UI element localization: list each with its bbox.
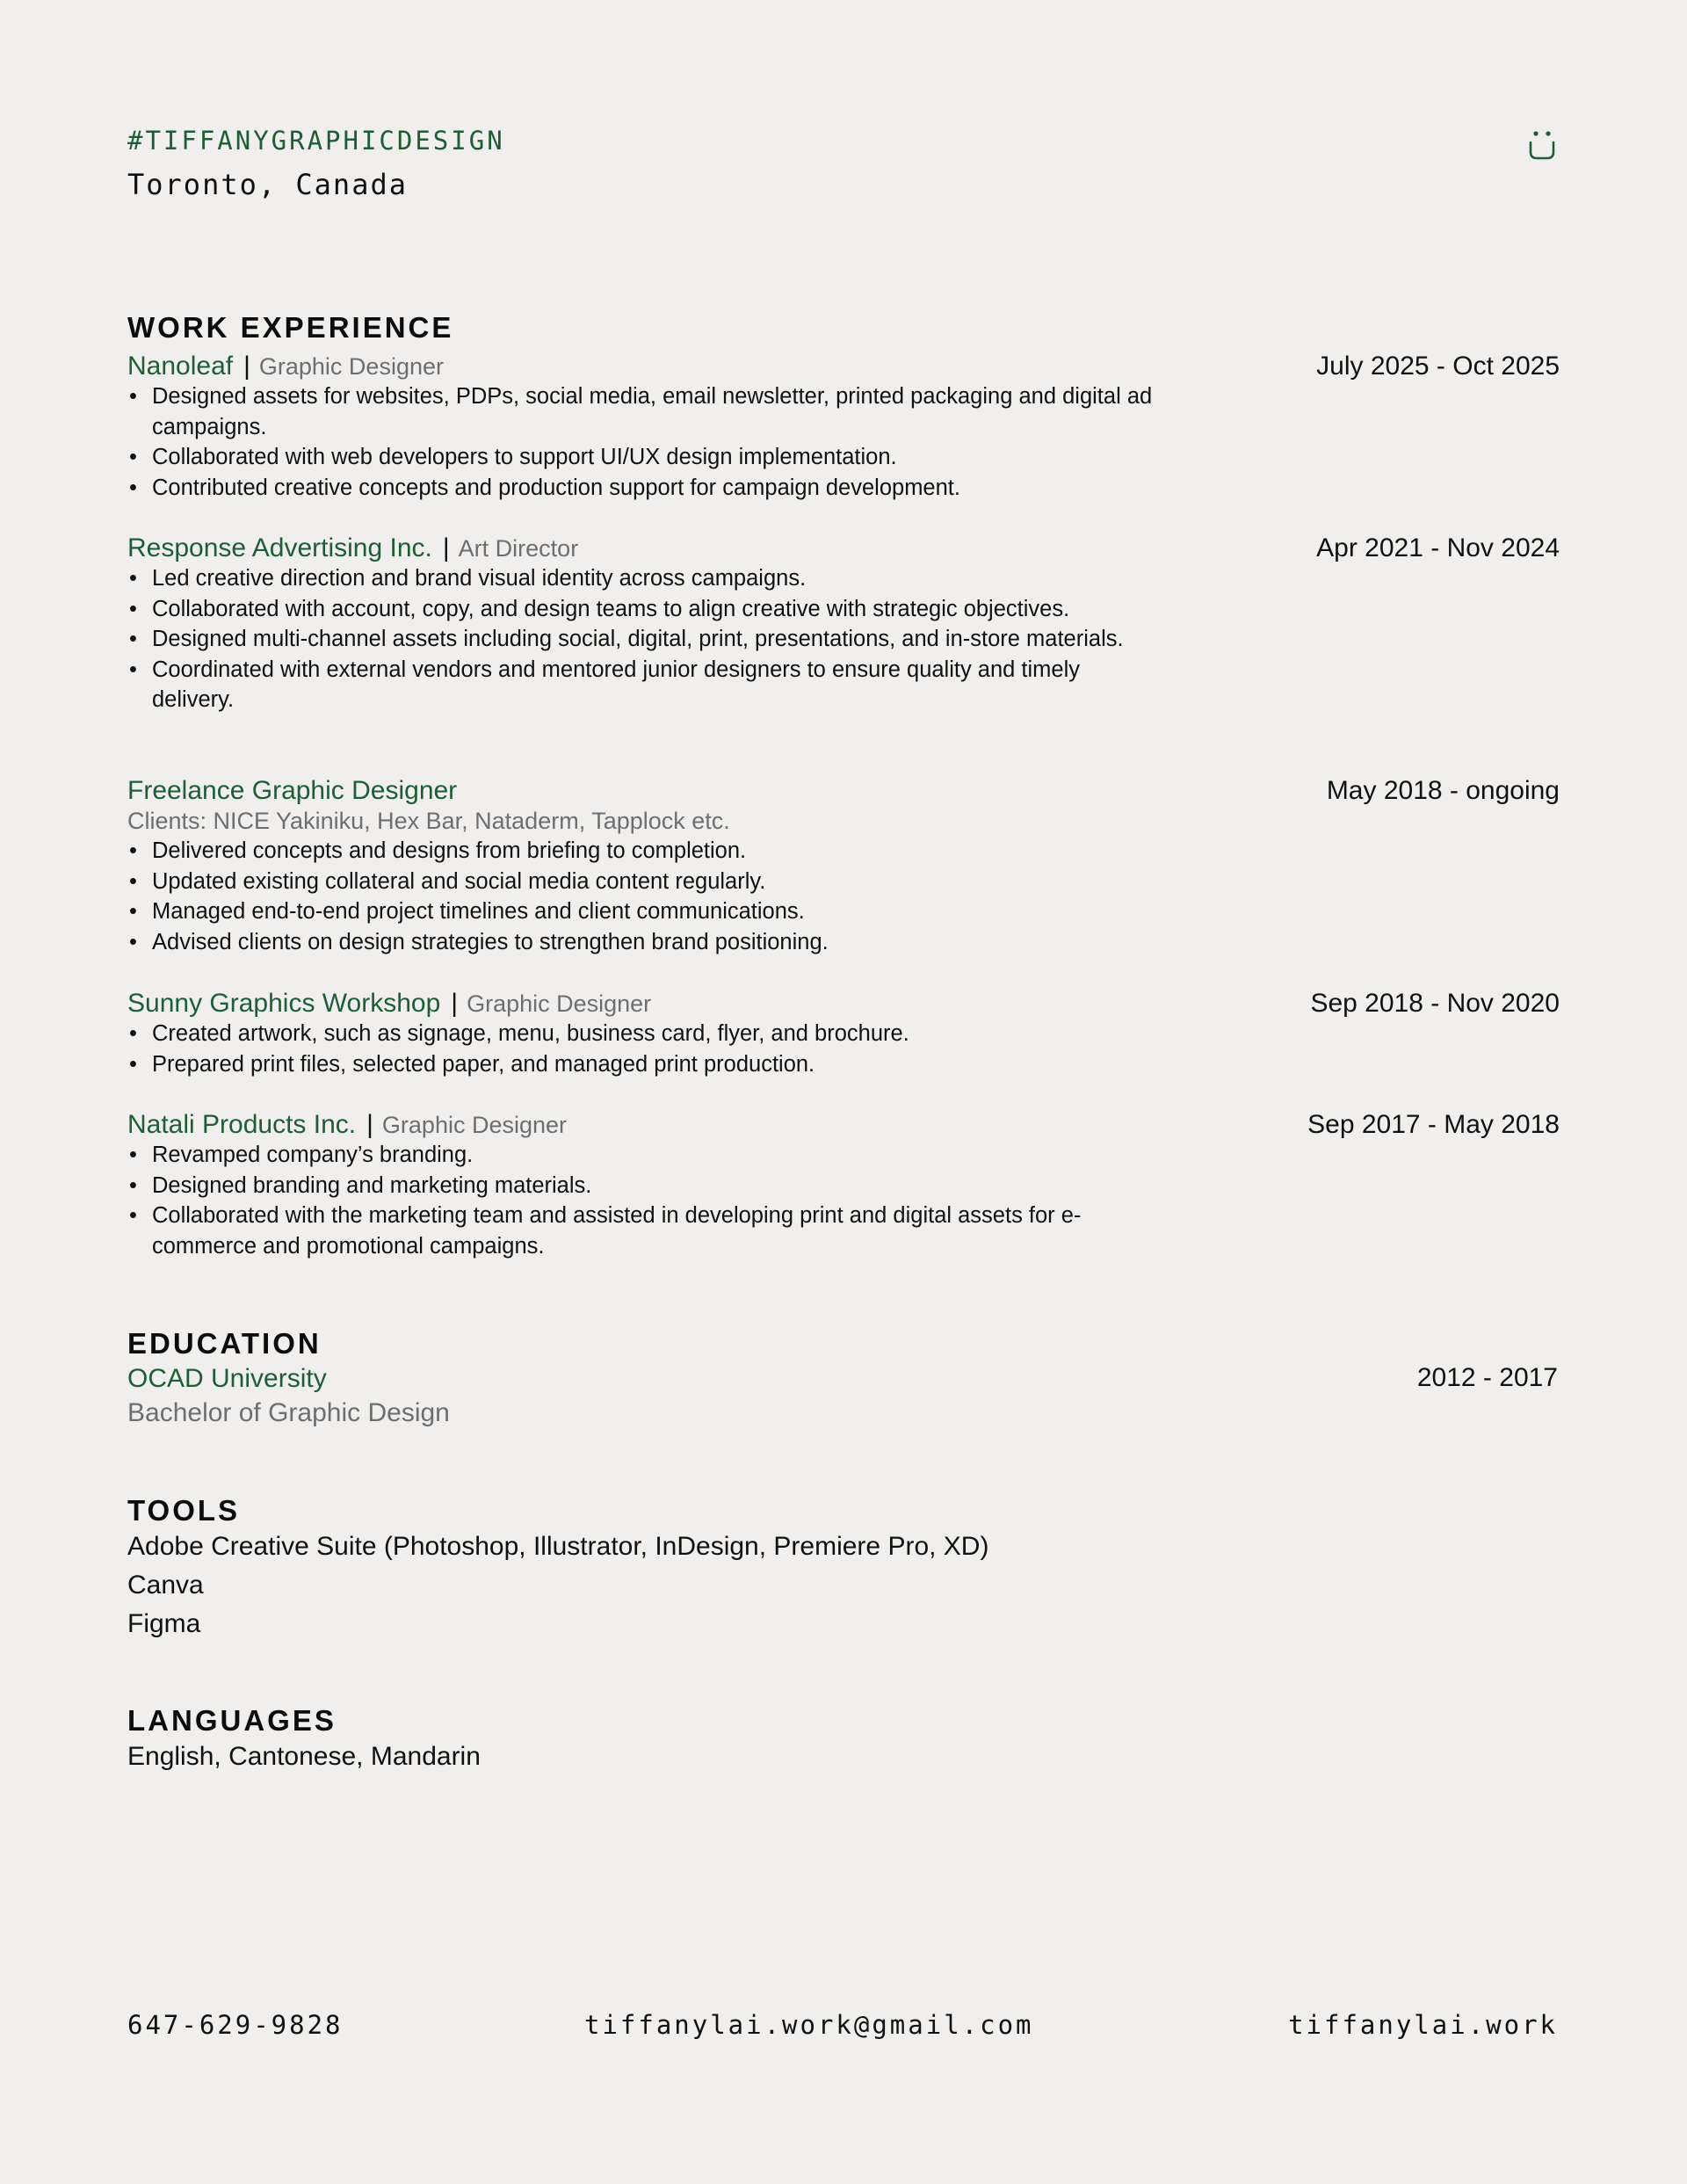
languages-heading: LANGUAGES <box>127 1704 337 1737</box>
bullet-item: • Created artwork, such as signage, menu, business card, flyer, and brochure. <box>127 1019 1155 1049</box>
job-header <box>127 989 1560 1019</box>
work-experience-heading: WORK EXPERIENCE <box>127 311 454 344</box>
company-name: Nanoleaf <box>127 352 234 381</box>
job-title-line <box>127 533 578 563</box>
separator: | <box>451 989 459 1018</box>
job-bullets <box>127 563 1155 715</box>
brand-handle: #TIFFANYGRAPHICDESIGN <box>127 126 505 156</box>
education-heading: EDUCATION <box>127 1327 322 1360</box>
job-entry-sunny-graphics <box>127 989 1560 1079</box>
languages-value: English, Cantonese, Mandarin <box>127 1742 481 1771</box>
job-role: Graphic Designer <box>467 990 652 1017</box>
job-title-line <box>127 352 444 381</box>
separator: | <box>442 533 450 562</box>
tools-list <box>127 1527 988 1643</box>
job-bullets <box>127 836 1155 957</box>
company-name: Response Advertising Inc. <box>127 533 432 562</box>
bullet-item: • Advised clients on design strategies to strengthen brand positioning. <box>127 927 1155 958</box>
bullet-item: • Designed assets for websites, PDPs, social media, email newsletter, printed packaging and digital ad campaigns. <box>127 381 1155 442</box>
tool-item: Figma <box>127 1609 201 1638</box>
job-entry-response-advertising <box>127 533 1560 715</box>
footer-website[interactable]: tiffanylai.work <box>1288 2010 1558 2040</box>
bullet-item: • Revamped company’s branding. <box>127 1140 1155 1171</box>
job-bullets <box>127 1140 1155 1261</box>
job-entry-nanoleaf <box>127 352 1560 503</box>
languages-list <box>127 1738 481 1776</box>
bullet-item: • Led creative direction and brand visual identity across campaigns. <box>127 563 1155 594</box>
bullet-item: • Updated existing collateral and social media content regularly. <box>127 867 1155 897</box>
job-role: Graphic Designer <box>381 1112 568 1138</box>
job-title-line <box>127 989 651 1019</box>
job-header <box>127 1110 1560 1140</box>
job-entry-freelance <box>127 776 1560 957</box>
job-header <box>127 533 1560 563</box>
bullet-item: • Delivered concepts and designs from briefing to completion. <box>127 836 1155 867</box>
bullet-item: • Designed branding and marketing materials. <box>127 1171 1155 1201</box>
tool-item: Adobe Creative Suite (Photoshop, Illustrator, InDesign, Premiere Pro, XD) <box>127 1532 989 1561</box>
company-name: Sunny Graphics Workshop <box>127 989 441 1018</box>
job-header <box>127 776 1560 806</box>
job-role: Art Director <box>458 535 579 562</box>
bullet-item: • Collaborated with account, copy, and design teams to align creative with strategic objectives. <box>127 594 1155 625</box>
job-header <box>127 352 1560 381</box>
footer-phone[interactable]: 647-629-9828 <box>127 2010 344 2040</box>
education-school: OCAD University <box>127 1364 327 1393</box>
bullet-item: • Managed end-to-end project timelines and client communications. <box>127 896 1155 927</box>
job-dates: Sep 2018 - Nov 2020 <box>1310 989 1560 1018</box>
tool-item: Canva <box>127 1571 204 1600</box>
clients-list: Clients: NICE Yakiniku, Hex Bar, Nataderm, Tapplock etc. <box>127 808 730 834</box>
company-name: Natali Products Inc. <box>127 1110 357 1139</box>
company-name: Freelance Graphic Designer <box>127 776 458 805</box>
bullet-item: • Prepared print files, selected paper, and managed print production. <box>127 1049 1155 1080</box>
smiley-face-icon <box>1527 129 1557 161</box>
location: Toronto, Canada <box>127 168 408 201</box>
education-degree: Bachelor of Graphic Design <box>127 1398 450 1427</box>
bullet-item: • Contributed creative concepts and production support for campaign development. <box>127 473 1155 504</box>
tools-heading: TOOLS <box>127 1494 241 1527</box>
job-bullets <box>127 1019 1155 1079</box>
job-title-line <box>127 1110 567 1140</box>
bullet-item: • Collaborated with web developers to support UI/UX design implementation. <box>127 442 1155 473</box>
footer-email[interactable]: tiffanylai.work@gmail.com <box>584 2010 1034 2040</box>
education-dates: 2012 - 2017 <box>1416 1363 1558 1392</box>
job-entry-natali-products <box>127 1110 1560 1261</box>
job-bullets <box>127 381 1155 503</box>
job-title-line <box>127 776 457 806</box>
job-dates: Apr 2021 - Nov 2024 <box>1316 533 1560 562</box>
bullet-item: • Designed multi-channel assets including social, digital, print, presentations, and in-store materials. <box>127 624 1155 655</box>
job-dates: May 2018 - ongoing <box>1326 776 1560 805</box>
separator: | <box>366 1110 373 1139</box>
job-dates: July 2025 - Oct 2025 <box>1316 352 1560 381</box>
bullet-item: • Collaborated with the marketing team and assisted in developing print and digital assets for e-commerce and promotional campaigns. <box>127 1201 1155 1261</box>
separator: | <box>243 352 250 381</box>
job-dates: Sep 2017 - May 2018 <box>1307 1110 1560 1139</box>
job-role: Graphic Designer <box>258 353 444 380</box>
bullet-item: • Coordinated with external vendors and mentored junior designers to ensure quality and timely delivery. <box>127 655 1155 715</box>
